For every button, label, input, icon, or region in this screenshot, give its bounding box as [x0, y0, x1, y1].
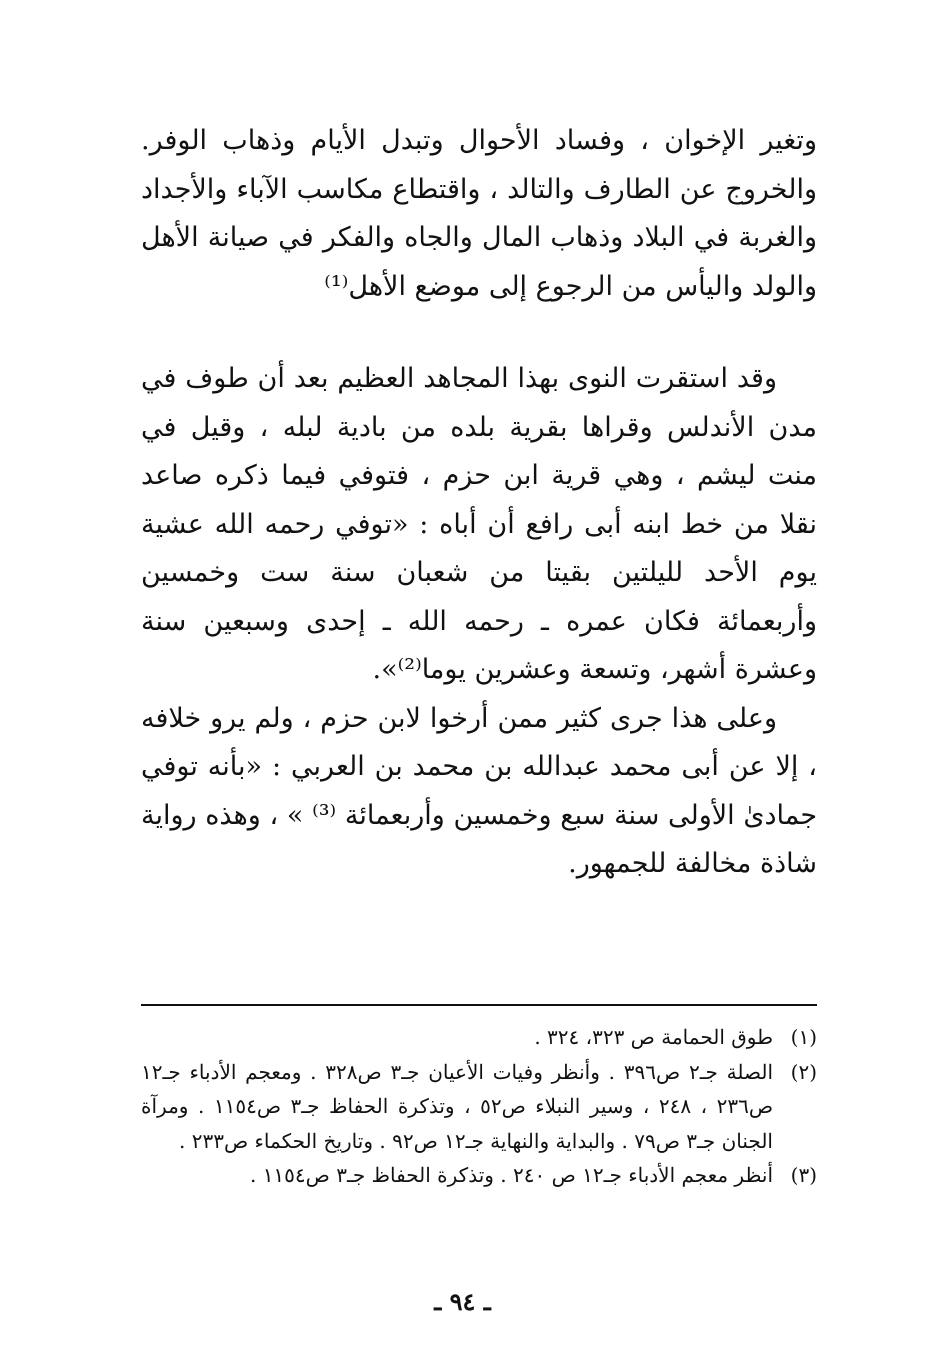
footnote-number: (١) [790, 1025, 817, 1049]
main-text [141, 117, 817, 889]
footnote-1 [141, 1020, 817, 1055]
paragraph-3: وعلى هذا جرى كثير ممن أرخوا لابن حزم ، ولم يرو خلافه ، إلا عن أبى محمد عبدالله بن محمد بن العربي : «بأنه توفي جمادىٰ الأولى سنة سبع وخمسين وأربعمائة ⁽³⁾ » ، وهذه رواية شاذة مخالفة للجمهور. [141, 702, 818, 879]
footnote-separator [141, 1004, 817, 1006]
footnotes [141, 1020, 817, 1193]
footnote-2 [141, 1055, 817, 1159]
footnote-text: طوق الحمامة ص ٣٢٣، ٣٢٤ . [534, 1025, 773, 1049]
footnote-number: (٢) [790, 1059, 817, 1084]
footnote-text: الصلة جـ٢ ص٣٩٦ . وأنظر وفيات الأعيان جـ٣ ص٣٢٨ . ومعجم الأدباء جـ١٢ ص٢٣٦ ، ٢٤٨ ، وسير النبلاء ص٥٢ ، وتذكرة الحفاظ جـ٣ ص١١٥٤ . ومرآة الجنان جـ٣ ص٧٩ . والبداية والنهاية جـ١٢ ص٩٢ . وتاريخ الحكماء ص٢٣٣ . [141, 1059, 774, 1153]
page-number: ـ ٩٤ ـ [434, 1287, 491, 1316]
paragraph-2: وقد استقرت النوى بهذا المجاهد العظيم بعد أن طوف في مدن الأندلس وقراها بقرية بلده من بادية لبله ، وقيل في منت ليشم ، وهي قرية ابن حزم ، فتوفي فيما ذكره صاعد نقلا من خط ابنه أبى رافع أن أباه : «توفي رحمه الله عشية يوم الأحد لليلتين بقيتا من شعبان سنة ست وخمسين وأربعمائة فكان عمره ـ رحمه الله ـ إحدى وسبعين سنة وعشرة أشهر، وتسعة وعشرين يوما⁽²⁾». [141, 363, 817, 685]
footnote-3 [141, 1158, 817, 1193]
paragraph-1: وتغير الإخوان ، وفساد الأحوال وتبدل الأيام وذهاب الوفر. والخروج عن الطارف والتالد ، واقتطاع مكاسب الآباء والأجداد والغربة في البلاد وذهاب المال والجاه والفكر في صيانة الأهل والولد واليأس من الرجوع إلى موضع الأهل⁽¹⁾ [141, 125, 817, 302]
footnote-text: أنظر معجم الأدباء جـ١٢ ص ٢٤٠ . وتذكرة الحفاظ جـ٣ ص١١٥٤ . [249, 1163, 773, 1187]
footnote-number: (٣) [790, 1163, 817, 1187]
